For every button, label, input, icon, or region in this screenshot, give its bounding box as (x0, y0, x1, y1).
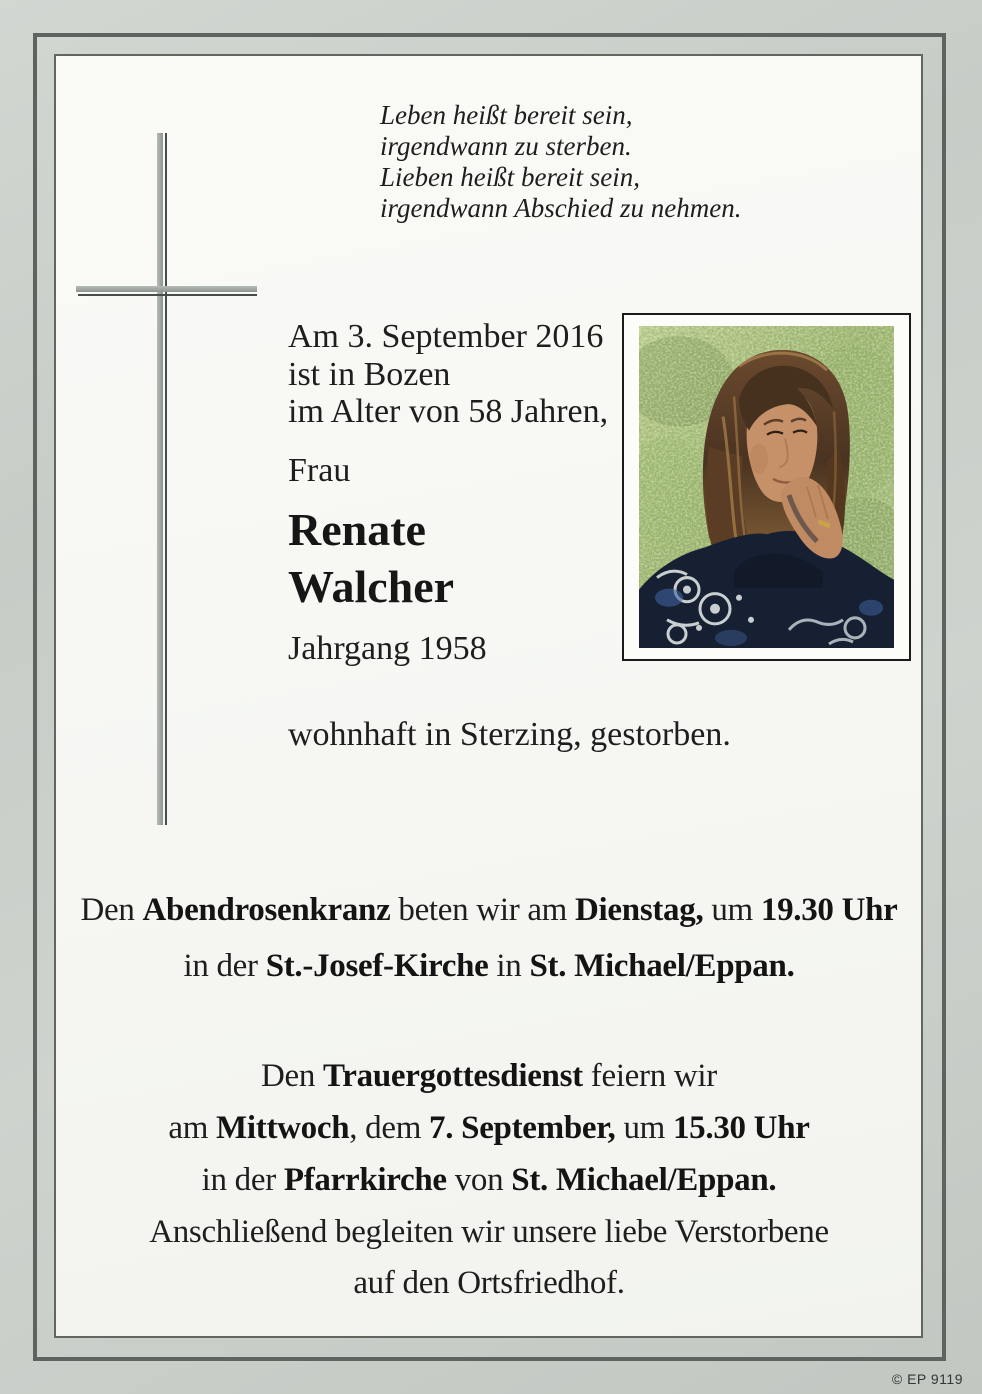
salutation: Frau (288, 452, 351, 489)
portrait-photo (622, 313, 911, 661)
memorial-poem (380, 100, 741, 224)
age-line: im Alter von 58 Jahren, (288, 393, 609, 430)
date-line: Am 3. September 2016 (288, 318, 604, 355)
portrait-illustration (639, 326, 894, 648)
text-segment-bold: St.-Josef-Kirche (265, 948, 489, 984)
text-segment: in der (201, 1162, 284, 1198)
text-segment: Den (80, 892, 143, 928)
text-segment-bold: 15.30 Uhr (672, 1110, 810, 1146)
residence-line: wohnhaft in Sterzing, gestorben. (288, 716, 731, 753)
text-segment-bold: St. Michael/Eppan. (511, 1162, 777, 1198)
text-segment-bold: 19.30 Uhr (760, 892, 898, 928)
poem-line: irgendwann zu sterben. (380, 131, 632, 161)
poem-line: irgendwann Abschied zu nehmen. (380, 193, 742, 223)
text-segment: in der (183, 948, 266, 984)
cross-horizontal-bar (76, 286, 257, 292)
printer-copyright-code: © EP 9119 (891, 1371, 963, 1387)
deceased-name (288, 501, 454, 615)
text-segment-bold: St. Michael/Eppan. (529, 948, 795, 984)
birth-year-line: Jahrgang 1958 (288, 630, 487, 667)
text-segment-bold: Dienstag, (575, 892, 704, 928)
funeral-line-5: auf den Ortsfriedhof. (353, 1265, 625, 1301)
rosary-line-1 (55, 892, 923, 929)
cross-vertical-bar (157, 133, 163, 825)
text-segment-bold: Trauergottesdienst (323, 1058, 583, 1094)
poem-line: Lieben heißt bereit sein, (380, 162, 640, 192)
death-announcement-intro (288, 318, 608, 431)
text-segment: in (488, 948, 530, 984)
text-segment-bold: Pfarrkirche (283, 1162, 447, 1198)
text-segment: um (703, 892, 761, 928)
text-segment-bold: 7. September, (429, 1110, 616, 1146)
funeral-line-2 (55, 1110, 923, 1147)
text-segment: am (168, 1110, 217, 1146)
text-segment: beten wir am (390, 892, 576, 928)
funeral-line-4: Anschließend begleiten wir unsere liebe Verstorbene (149, 1214, 829, 1250)
text-segment: , dem (349, 1110, 430, 1146)
cross-vertical-shadow (165, 133, 167, 825)
text-segment: von (446, 1162, 512, 1198)
text-segment: Den (261, 1058, 324, 1094)
deceased-last-name: Walcher (288, 561, 455, 612)
text-segment: um (615, 1110, 673, 1146)
place-line: ist in Bozen (288, 355, 451, 393)
poem-line: Leben heißt bereit sein, (380, 100, 633, 130)
funeral-line-1 (55, 1058, 923, 1095)
cross-horizontal-shadow (78, 294, 257, 296)
rosary-line-2 (55, 948, 923, 985)
text-segment: feiern wir (582, 1058, 717, 1094)
funeral-line-3 (55, 1162, 923, 1199)
text-segment-bold: Abendrosenkranz (142, 892, 391, 928)
text-segment-bold: Mittwoch (216, 1110, 350, 1146)
deceased-first-name: Renate (288, 504, 426, 555)
